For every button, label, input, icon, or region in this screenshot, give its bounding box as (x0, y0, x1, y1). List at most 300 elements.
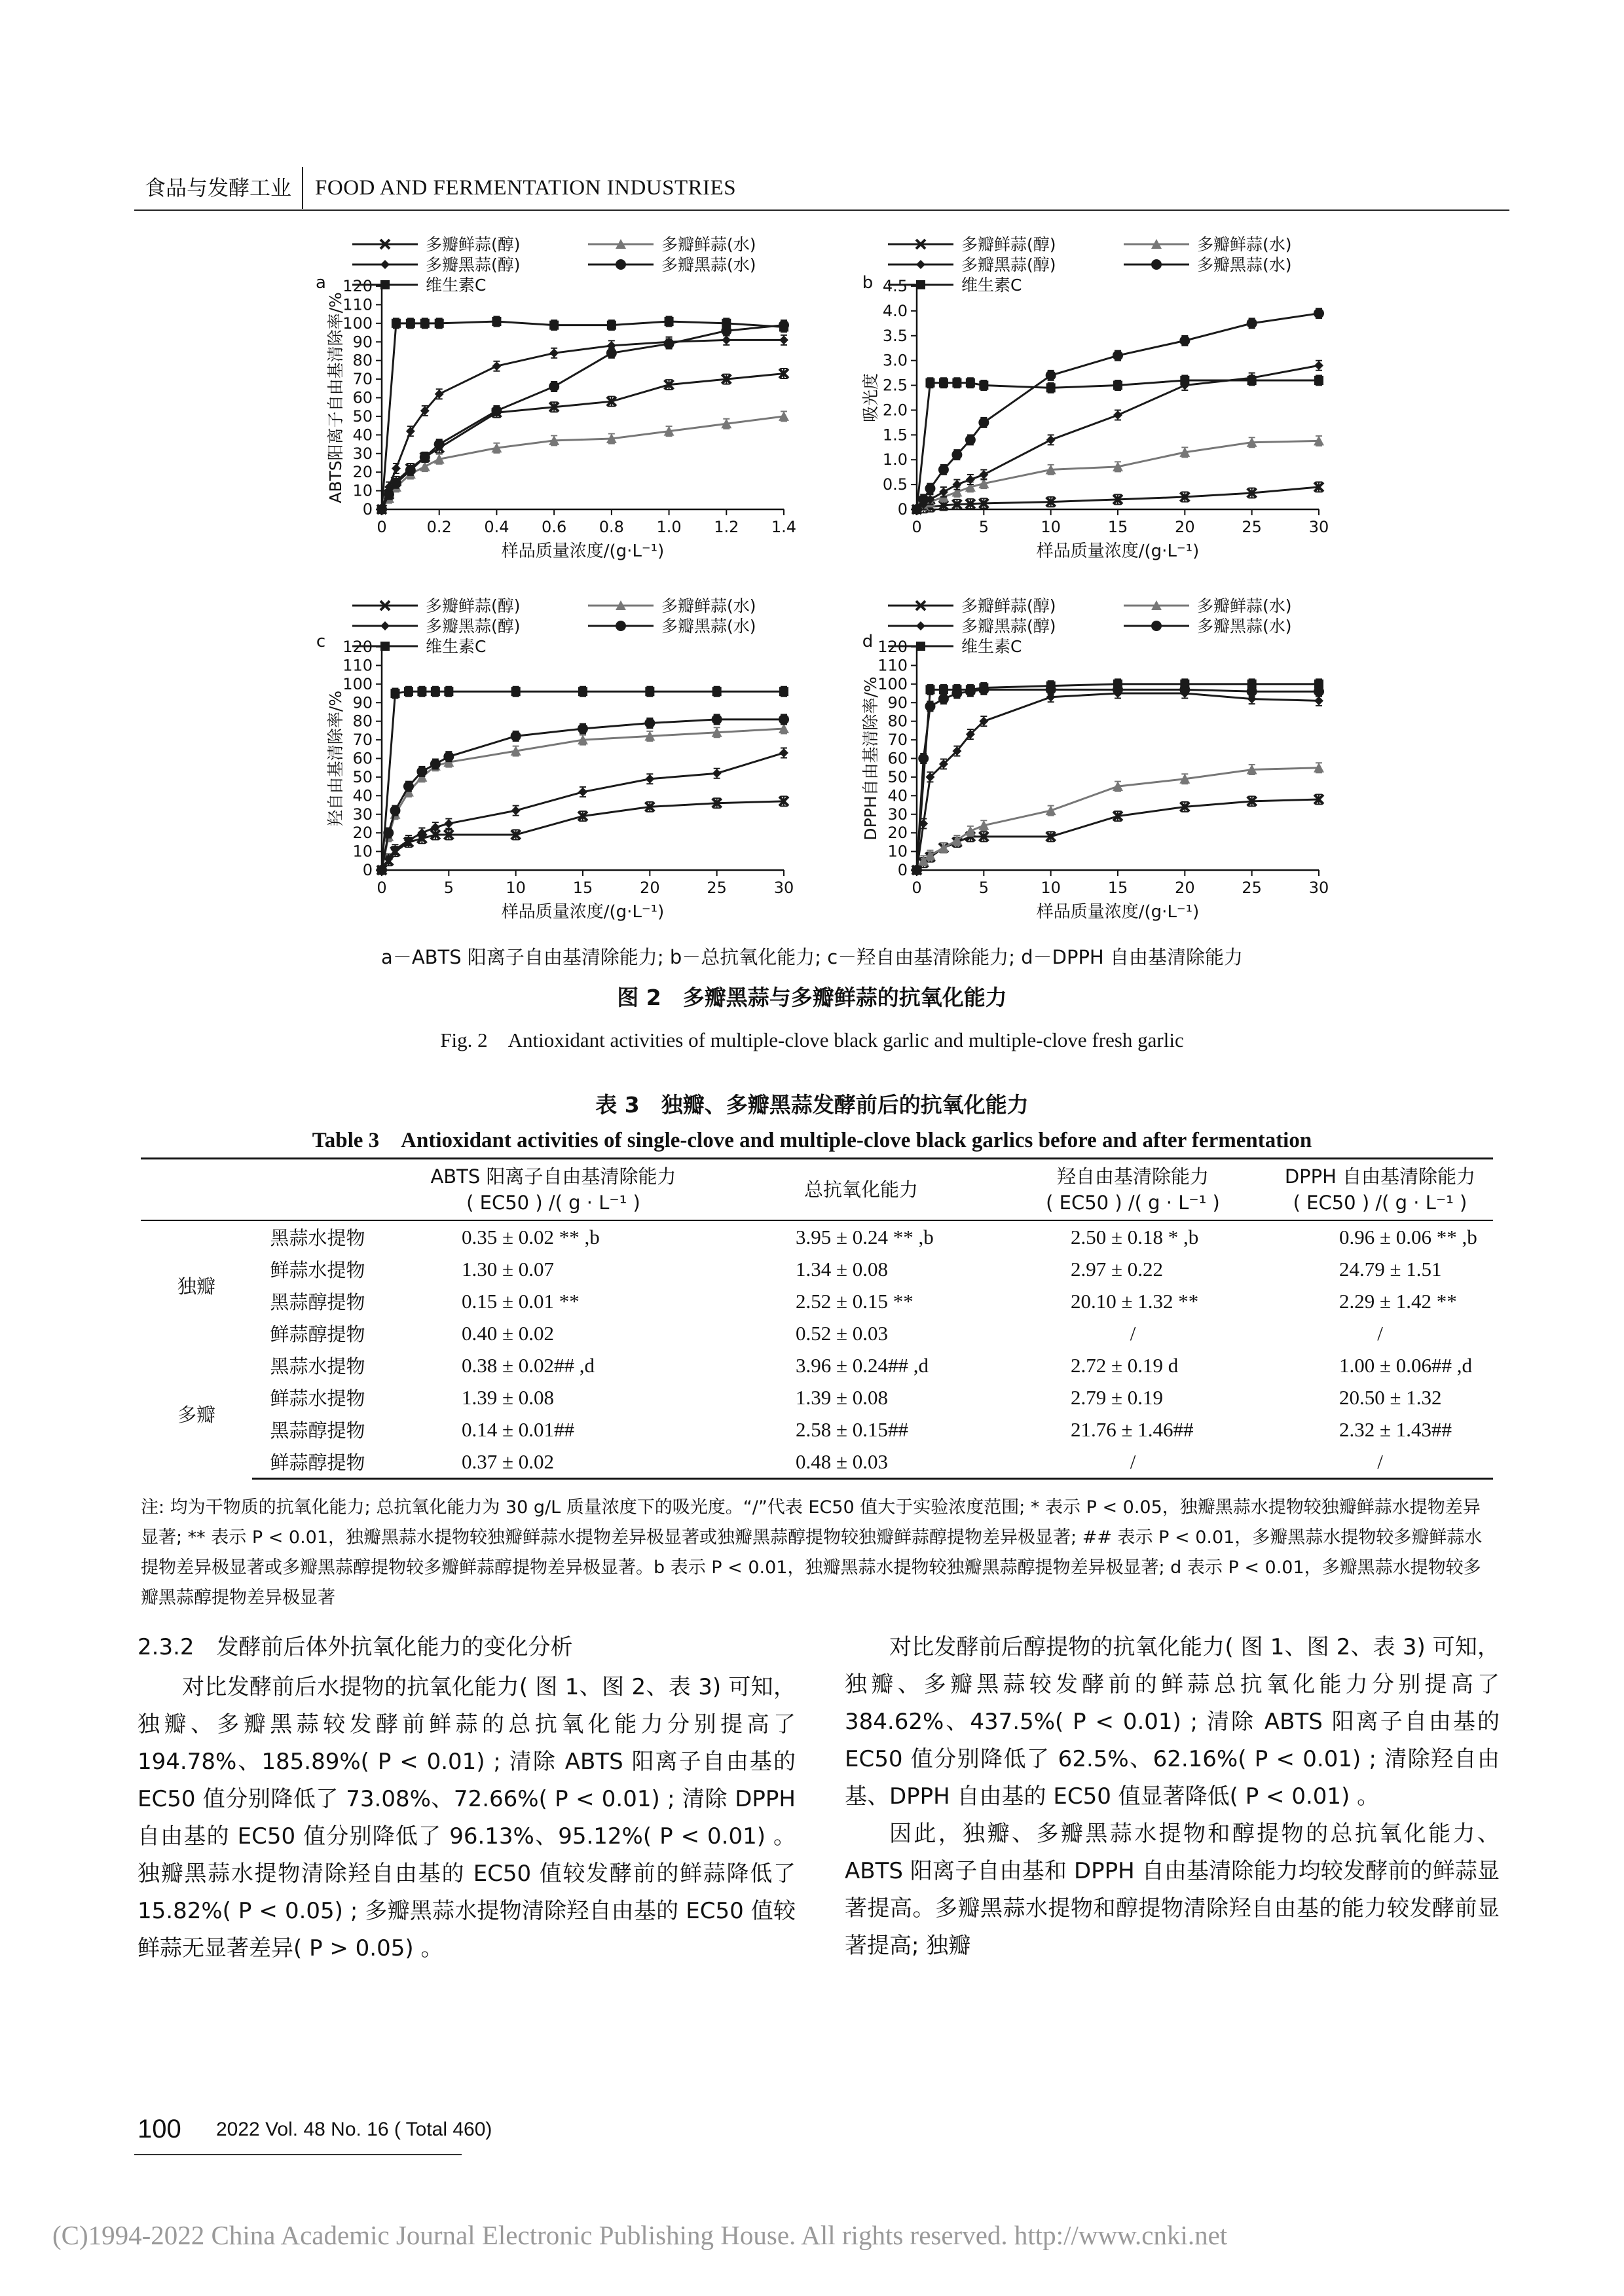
table-note: 注: 均为干物质的抗氧化能力; 总抗氧化能力为 30 g/L 质量浓度下的吸光度。“/”代表 EC50 值大于实验浓度范围; * 表示 P < 0.05，独瓣黑蒜水提物较独瓣鲜蒜水提物差异显著; ** 表示 P < 0.01，独瓣黑蒜水提物较独瓣鲜蒜水提物差异极显著或独瓣黑蒜醇提物较独瓣鲜蒜醇提物差异极显著; ## 表示 P < 0.01，多瓣黑蒜水提物较多瓣鲜蒜水提物差异极显著或多瓣黑蒜醇提物较多瓣鲜蒜醇提物差异极显著。b 表示 P < 0.01，独瓣黑蒜水提物较独瓣黑蒜醇提物差异极显著; d 表示 P < 0.01，多瓣黑蒜水提物较多瓣黑蒜醇提物差异极显著 (141, 1497, 1483, 1608)
x-tick-label: 1.4 (771, 518, 797, 536)
data-point (391, 478, 401, 488)
legend-label: 多瓣鲜蒜(醇) (961, 235, 1056, 254)
y-tick-label: 70 (352, 370, 373, 389)
data-point (384, 489, 394, 500)
table-cell: / (1130, 1321, 1136, 1345)
y-tick-label: 70 (887, 731, 908, 750)
y-tick-label: 10 (352, 842, 373, 861)
legend-label: 多瓣黑蒜(醇) (961, 255, 1056, 274)
y-tick-label: 2.0 (882, 401, 908, 420)
data-point (918, 494, 929, 505)
table-cell: 2.58 ± 0.15## (796, 1417, 909, 1441)
data-point (405, 465, 416, 475)
sample-label: 黑蒜水提物 (270, 1355, 365, 1377)
x-tick-label: 30 (1308, 879, 1329, 897)
data-point (380, 280, 390, 289)
x-tick-label: 30 (773, 879, 794, 897)
legend-label: 多瓣鲜蒜(醇) (961, 596, 1056, 615)
table-cell: 0.48 ± 0.03 (724, 1446, 999, 1479)
legend-label: 多瓣鲜蒜(水) (661, 235, 756, 254)
paragraph: 对比发酵前后水提物的抗氧化能力( 图 1、图 2、表 3) 可知，独瓣、多瓣黑蒜较发酵前鲜蒜的总抗氧化能力分别提高了 194.78%、185.89%( P < 0.01) ; 清除 ABTS 阳离子自由基的 EC50 值分别降低了 73.08%、72.66%( P < 0.01) ; 清除 DPPH 自由基的 EC50 值分别降低了 96.13%、95.12%( P < 0.01) 。独瓣黑蒜水提物清除羟自由基的 EC50 值较发酵前的鲜蒜降低了 15.82%( P < 0.05) ; 多瓣黑蒜水提物清除羟自由基的 EC50 值较鲜蒜无显著差异( P > 0.05) 。 (138, 1674, 796, 1961)
body-right-column (845, 1629, 1500, 1965)
y-tick-label: 50 (352, 767, 373, 786)
data-point (390, 689, 399, 698)
data-point (404, 687, 413, 696)
y-tick-label: 20 (887, 824, 908, 843)
x-tick-label: 15 (1107, 518, 1128, 536)
y-tick-label: 1.0 (882, 450, 908, 469)
y-tick-label: 30 (352, 444, 373, 463)
sample-label: 鲜蒜醇提物 (270, 1323, 365, 1345)
data-point (952, 480, 961, 489)
figure-caption-en: Fig. 2 Antioxidant activities of multiple-clove black garlic and multiple-clove fresh garlic (440, 1029, 1184, 1051)
legend-label: 多瓣鲜蒜(醇) (426, 235, 521, 254)
y-tick-label: 3.0 (882, 351, 908, 370)
legend-label: 维生素C (426, 637, 487, 656)
y-tick-label: 50 (352, 407, 373, 426)
legend-label: 多瓣黑蒜(水) (661, 255, 756, 274)
y-tick-label: 80 (352, 351, 373, 370)
data-point (979, 683, 988, 693)
data-point (430, 759, 441, 769)
data-point (417, 687, 426, 696)
sample-label: 鲜蒜水提物 (270, 1259, 365, 1281)
data-point (912, 866, 921, 875)
y-tick-label: 60 (887, 749, 908, 768)
journal-name-en: FOOD AND FERMENTATION INDUSTRIES (315, 175, 737, 200)
y-axis-title: ABTS阳离子自由基清除率/% (326, 292, 345, 503)
y-tick-label: 1.5 (882, 426, 908, 445)
y-tick-label: 110 (342, 656, 373, 675)
data-point (549, 381, 559, 392)
data-point (938, 694, 949, 704)
data-point (492, 317, 501, 326)
table-header: 羟自由基清除能力 ( EC50 ) /( g · L⁻¹ ) (999, 1159, 1267, 1221)
y-tick-label: 0.5 (882, 475, 908, 494)
data-point (1180, 376, 1189, 385)
y-tick-label: 50 (887, 767, 908, 786)
data-point (916, 621, 925, 630)
table-cell: 0.52 ± 0.03 (796, 1321, 889, 1345)
body-left-column (138, 1629, 796, 1967)
table-cell: 0.40 ± 0.02 (462, 1321, 555, 1345)
x-tick-label: 0 (912, 518, 922, 536)
table-cell: 1.39 ± 0.08 (796, 1385, 889, 1409)
legend-label: 多瓣鲜蒜(水) (661, 596, 756, 615)
y-tick-label: 100 (342, 674, 373, 693)
data-point (392, 319, 401, 328)
data-point (1046, 370, 1056, 380)
data-point (1247, 680, 1257, 689)
table-cell: 20.50 ± 1.32 (1339, 1385, 1442, 1409)
y-tick-label: 2.5 (882, 376, 908, 395)
data-point (1151, 259, 1162, 270)
data-point (916, 642, 925, 651)
data-point (712, 769, 722, 778)
x-tick-label: 0.2 (426, 518, 452, 536)
data-point (939, 685, 948, 694)
data-point (1180, 680, 1189, 689)
data-point (722, 335, 731, 344)
data-point (912, 505, 921, 514)
table-cell: 1.00 ± 0.06## ,d (1339, 1353, 1473, 1377)
y-tick-label: 40 (887, 786, 908, 805)
issue-info: 2022 Vol. 48 No. 16 ( Total 460) (216, 2119, 492, 2140)
table-row (141, 1446, 1493, 1479)
table-cell: / (999, 1446, 1267, 1479)
panel-label: b (862, 273, 874, 293)
data-point (918, 754, 929, 764)
legend-label: 多瓣鲜蒜(水) (1197, 596, 1292, 615)
data-point (951, 450, 962, 460)
y-tick-label: 80 (887, 712, 908, 731)
table-cell: 1.39 ± 0.08 (462, 1385, 555, 1409)
x-tick-label: 15 (572, 879, 593, 897)
y-tick-label: 110 (342, 295, 373, 314)
data-point (1046, 682, 1056, 691)
y-tick-label: 20 (352, 824, 373, 843)
y-axis-title: DPPH自由基清除率/% (861, 676, 880, 841)
data-point (1247, 376, 1257, 385)
data-point (952, 378, 961, 388)
series-line (917, 689, 1319, 870)
data-point (616, 621, 626, 631)
y-axis-title: 吸光度 (861, 373, 880, 423)
x-tick-label: 25 (707, 879, 727, 897)
data-point (492, 361, 501, 371)
table-cell: / (1267, 1446, 1493, 1479)
group-label: 多瓣 (177, 1404, 215, 1427)
data-point (722, 319, 731, 328)
data-point (664, 338, 674, 349)
data-point (380, 642, 390, 651)
panel-label: d (862, 632, 874, 651)
series-line (917, 799, 1319, 870)
x-axis-title: 样品质量浓度/(g·L⁻¹) (1036, 902, 1200, 922)
table-cell: 0.38 ± 0.02## ,d (462, 1353, 595, 1377)
table-header (252, 1159, 383, 1221)
table-cell: 2.72 ± 0.19 d (1071, 1353, 1179, 1377)
data-point (1314, 376, 1323, 385)
figure-caption-cn: 图 2 多瓣黑蒜与多瓣鲜蒜的抗氧化能力 (617, 985, 1007, 1010)
table-header (141, 1159, 252, 1221)
table-cell: 2.52 ± 0.15 ** (796, 1289, 913, 1313)
y-tick-label: 4.0 (882, 301, 908, 320)
data-point (511, 806, 521, 815)
data-point (916, 280, 925, 289)
x-tick-label: 1.2 (714, 518, 739, 536)
y-axis-title: 羟自由基清除率/% (326, 690, 345, 827)
series-line (382, 691, 784, 870)
data-point (916, 260, 925, 269)
x-tick-label: 20 (640, 879, 660, 897)
sample-label: 鲜蒜水提物 (270, 1387, 365, 1410)
y-tick-label: 0 (897, 500, 908, 519)
data-point (966, 475, 975, 484)
table-row (141, 1349, 1493, 1381)
table-cell: 0.37 ± 0.02 (383, 1446, 724, 1479)
x-axis-title: 样品质量浓度/(g·L⁻¹) (1036, 541, 1200, 561)
y-tick-label: 90 (352, 693, 373, 712)
section-heading: 2.3.2 发酵前后体外抗氧化能力的变化分析 (138, 1634, 573, 1660)
group-label: 独瓣 (177, 1275, 215, 1298)
table-row (141, 1381, 1493, 1413)
data-point (779, 335, 788, 344)
data-point (712, 687, 722, 696)
y-tick-label: 10 (352, 481, 373, 500)
data-point (435, 319, 444, 328)
data-point (578, 723, 588, 734)
legend-label: 多瓣鲜蒜(水) (1197, 235, 1292, 254)
x-axis-title: 样品质量浓度/(g·L⁻¹) (501, 902, 665, 922)
table-cell: 0.96 ± 0.06 ** ,b (1339, 1225, 1477, 1248)
table-cell: 2.29 ± 1.42 ** (1339, 1289, 1457, 1313)
journal-name-cn: 食品与发酵工业 (134, 167, 303, 209)
data-point (779, 323, 788, 332)
table-row (141, 1220, 1493, 1253)
table-cell: 0.35 ± 0.02 ** ,b (462, 1225, 600, 1248)
table-title-en: Table 3 Antioxidant activities of single-clove and multiple-clove black garlics before and after fermentation (312, 1129, 1312, 1152)
data-point (939, 378, 948, 388)
x-tick-label: 10 (506, 879, 526, 897)
table-cell: 0.15 ± 0.01 ** (462, 1289, 580, 1313)
table-cell: 20.10 ± 1.32 ** (1071, 1289, 1199, 1313)
table-header: 总抗氧化能力 (724, 1159, 999, 1221)
table-cell: / (1377, 1321, 1383, 1345)
antioxidant-table (141, 1157, 1493, 1480)
data-point (403, 781, 414, 792)
x-tick-label: 10 (1041, 879, 1061, 897)
page-number: 100 (138, 2115, 181, 2143)
table-cell: 2.79 ± 0.19 (1071, 1385, 1164, 1409)
data-point (779, 687, 788, 696)
data-point (925, 685, 934, 694)
data-point (1113, 381, 1122, 390)
x-tick-label: 10 (1041, 518, 1061, 536)
data-point (779, 748, 788, 757)
y-tick-label: 4.5 (882, 277, 908, 295)
x-tick-label: 0.6 (542, 518, 567, 536)
data-point (979, 381, 988, 390)
data-point (392, 464, 401, 473)
y-tick-label: 20 (352, 463, 373, 482)
x-tick-label: 15 (1107, 879, 1128, 897)
data-point (1046, 383, 1056, 392)
table-cell: 3.95 ± 0.24 ** ,b (796, 1225, 934, 1248)
x-tick-label: 5 (443, 879, 454, 897)
data-point (1314, 680, 1323, 689)
legend-label: 多瓣黑蒜(水) (1197, 617, 1292, 636)
data-point (420, 452, 430, 462)
data-point (420, 319, 430, 328)
data-point (377, 505, 386, 514)
y-tick-label: 100 (342, 314, 373, 333)
x-tick-label: 0.8 (599, 518, 624, 536)
x-axis-title: 样品质量浓度/(g·L⁻¹) (501, 541, 665, 561)
y-tick-label: 80 (352, 712, 373, 731)
legend-label: 多瓣黑蒜(醇) (961, 617, 1056, 636)
legend-label: 维生素C (961, 276, 1022, 295)
table-header: ABTS 阳离子自由基清除能力 ( EC50 ) /( g · L⁻¹ ) (383, 1159, 724, 1221)
data-point (491, 405, 502, 416)
data-point (1179, 335, 1190, 346)
x-tick-label: 25 (1242, 518, 1262, 536)
data-point (549, 321, 559, 330)
x-tick-label: 0 (912, 879, 922, 897)
data-point (616, 259, 626, 270)
data-point (1314, 308, 1324, 319)
legend-label: 维生素C (961, 637, 1022, 656)
y-tick-label: 3.5 (882, 326, 908, 345)
data-point (925, 378, 934, 388)
data-point (966, 378, 975, 388)
y-tick-label: 110 (877, 656, 908, 675)
table-header: DPPH 自由基清除能力 ( EC50 ) /( g · L⁻¹ ) (1267, 1159, 1493, 1221)
data-point (434, 439, 445, 450)
data-point (1113, 410, 1122, 420)
y-tick-label: 0 (897, 861, 908, 879)
data-point (665, 317, 674, 326)
sample-label: 黑蒜醇提物 (270, 1291, 365, 1313)
x-tick-label: 0 (377, 518, 387, 536)
copyright-watermark: (C)1994-2022 China Academic Journal Electronic Publishing House. All rights reserved. http://www.cnki.net (52, 2220, 1228, 2250)
data-point (607, 321, 616, 330)
series-line (382, 325, 784, 509)
table-cell: 0.14 ± 0.01## (462, 1417, 575, 1441)
x-tick-label: 5 (978, 879, 989, 897)
data-point (978, 417, 989, 428)
data-point (511, 687, 521, 696)
data-point (1046, 435, 1056, 445)
data-point (444, 819, 453, 828)
figure-subcaption: a－ABTS 阳离子自由基清除能力; b－总抗氧化能力; c－羟自由基清除能力; d－DPPH 自由基清除能力 (381, 946, 1243, 968)
y-tick-label: 10 (887, 842, 908, 861)
table-title-cn: 表 3 独瓣、多瓣黑蒜发酵前后的抗氧化能力 (595, 1092, 1029, 1118)
x-tick-label: 5 (978, 518, 989, 536)
data-point (1151, 621, 1162, 631)
x-tick-label: 30 (1308, 518, 1329, 536)
table-row (141, 1317, 1493, 1349)
x-tick-label: 1.0 (656, 518, 682, 536)
data-point (1314, 696, 1323, 705)
table-cell: 3.96 ± 0.24## ,d (796, 1353, 929, 1377)
sample-label: 黑蒜醇提物 (270, 1419, 365, 1442)
footer-rule (134, 2154, 462, 2155)
paragraph: 因此，独瓣、多瓣黑蒜水提物和醇提物的总抗氧化能力、ABTS 阳离子自由基和 DPPH 自由基清除能力均较发酵前的鲜蒜显著提高。多瓣黑蒜水提物和醇提物清除羟自由基的能力较发酵前显著提高; 独瓣 (845, 1821, 1500, 1959)
table-cell: 21.76 ± 1.46## (1071, 1417, 1194, 1441)
data-point (377, 866, 386, 875)
table-row (141, 1253, 1493, 1285)
table-cell: 1.30 ± 0.07 (462, 1257, 555, 1281)
y-tick-label: 120 (342, 277, 373, 295)
series-line (917, 380, 1319, 509)
table-cell: 2.32 ± 1.43## (1339, 1417, 1452, 1441)
table-header-row (141, 1159, 1493, 1221)
data-point (645, 687, 654, 696)
data-point (1247, 318, 1257, 329)
paragraph: 对比发酵前后醇提物的抗氧化能力( 图 1、图 2、表 3) 可知，独瓣、多瓣黑蒜较发酵前的鲜蒜总抗氧化能力分别提高了 384.62%、437.5%( P < 0.01) ; 清除 ABTS 阳离子自由基的 EC50 值分别降低了 62.5%、62.16%( P < 0.01) ; 清除羟自由基、DPPH 自由基的 EC50 值显著降低( P < 0.01) 。 (845, 1634, 1500, 1810)
data-point (1314, 361, 1323, 370)
y-tick-label: 60 (352, 388, 373, 407)
series-line (917, 684, 1319, 870)
table-cell: 24.79 ± 1.51 (1339, 1257, 1442, 1281)
data-point (965, 435, 976, 445)
y-tick-label: 90 (352, 333, 373, 352)
y-tick-label: 0 (362, 861, 373, 879)
y-tick-label: 0 (362, 500, 373, 519)
x-tick-label: 25 (1242, 879, 1262, 897)
x-tick-label: 0.4 (484, 518, 509, 536)
data-point (416, 766, 427, 776)
y-tick-label: 30 (887, 805, 908, 824)
table-row (141, 1413, 1493, 1446)
data-point (606, 348, 617, 358)
table-cell: 1.34 ± 0.08 (796, 1257, 889, 1281)
data-point (443, 752, 454, 762)
data-point (712, 714, 722, 725)
series-line (382, 729, 784, 870)
y-tick-label: 30 (352, 805, 373, 824)
legend-label: 维生素C (426, 276, 487, 295)
y-tick-label: 40 (352, 786, 373, 805)
data-point (779, 714, 789, 725)
data-point (644, 718, 655, 729)
table-row (141, 1285, 1493, 1317)
data-point (952, 685, 961, 694)
y-tick-label: 100 (877, 674, 908, 693)
data-point (380, 621, 390, 630)
data-point (1113, 680, 1122, 689)
x-tick-label: 20 (1175, 879, 1195, 897)
legend-label: 多瓣黑蒜(醇) (426, 255, 521, 274)
data-point (390, 805, 400, 816)
data-point (979, 470, 988, 479)
data-point (1113, 350, 1123, 361)
panel-label: a (316, 273, 326, 293)
data-point (645, 774, 654, 784)
data-point (380, 260, 390, 269)
data-point (938, 464, 949, 475)
data-point (578, 687, 587, 696)
y-tick-label: 120 (342, 638, 373, 656)
y-tick-label: 60 (352, 749, 373, 768)
sample-label: 鲜蒜醇提物 (252, 1446, 383, 1479)
table-cell: 2.97 ± 0.22 (1071, 1257, 1164, 1281)
y-tick-label: 70 (352, 731, 373, 750)
legend-label: 多瓣鲜蒜(醇) (426, 596, 521, 615)
x-tick-label: 20 (1175, 518, 1195, 536)
legend-label: 多瓣黑蒜(水) (1197, 255, 1292, 274)
legend-label: 多瓣黑蒜(醇) (426, 617, 521, 636)
data-point (431, 687, 440, 696)
y-tick-label: 120 (877, 638, 908, 656)
data-point (578, 788, 587, 797)
x-tick-label: 0 (377, 879, 387, 897)
data-point (511, 731, 521, 741)
y-tick-label: 90 (887, 693, 908, 712)
data-point (925, 483, 935, 494)
data-point (406, 319, 415, 328)
panel-label: c (316, 632, 326, 651)
data-point (965, 826, 976, 835)
table-cell: 2.50 ± 0.18 * ,b (1071, 1225, 1199, 1248)
data-point (966, 685, 975, 694)
figure-2-charts (0, 0, 1624, 936)
data-point (549, 348, 559, 357)
y-tick-label: 40 (352, 426, 373, 445)
sample-label: 黑蒜水提物 (270, 1227, 365, 1249)
legend-label: 多瓣黑蒜(水) (661, 617, 756, 636)
